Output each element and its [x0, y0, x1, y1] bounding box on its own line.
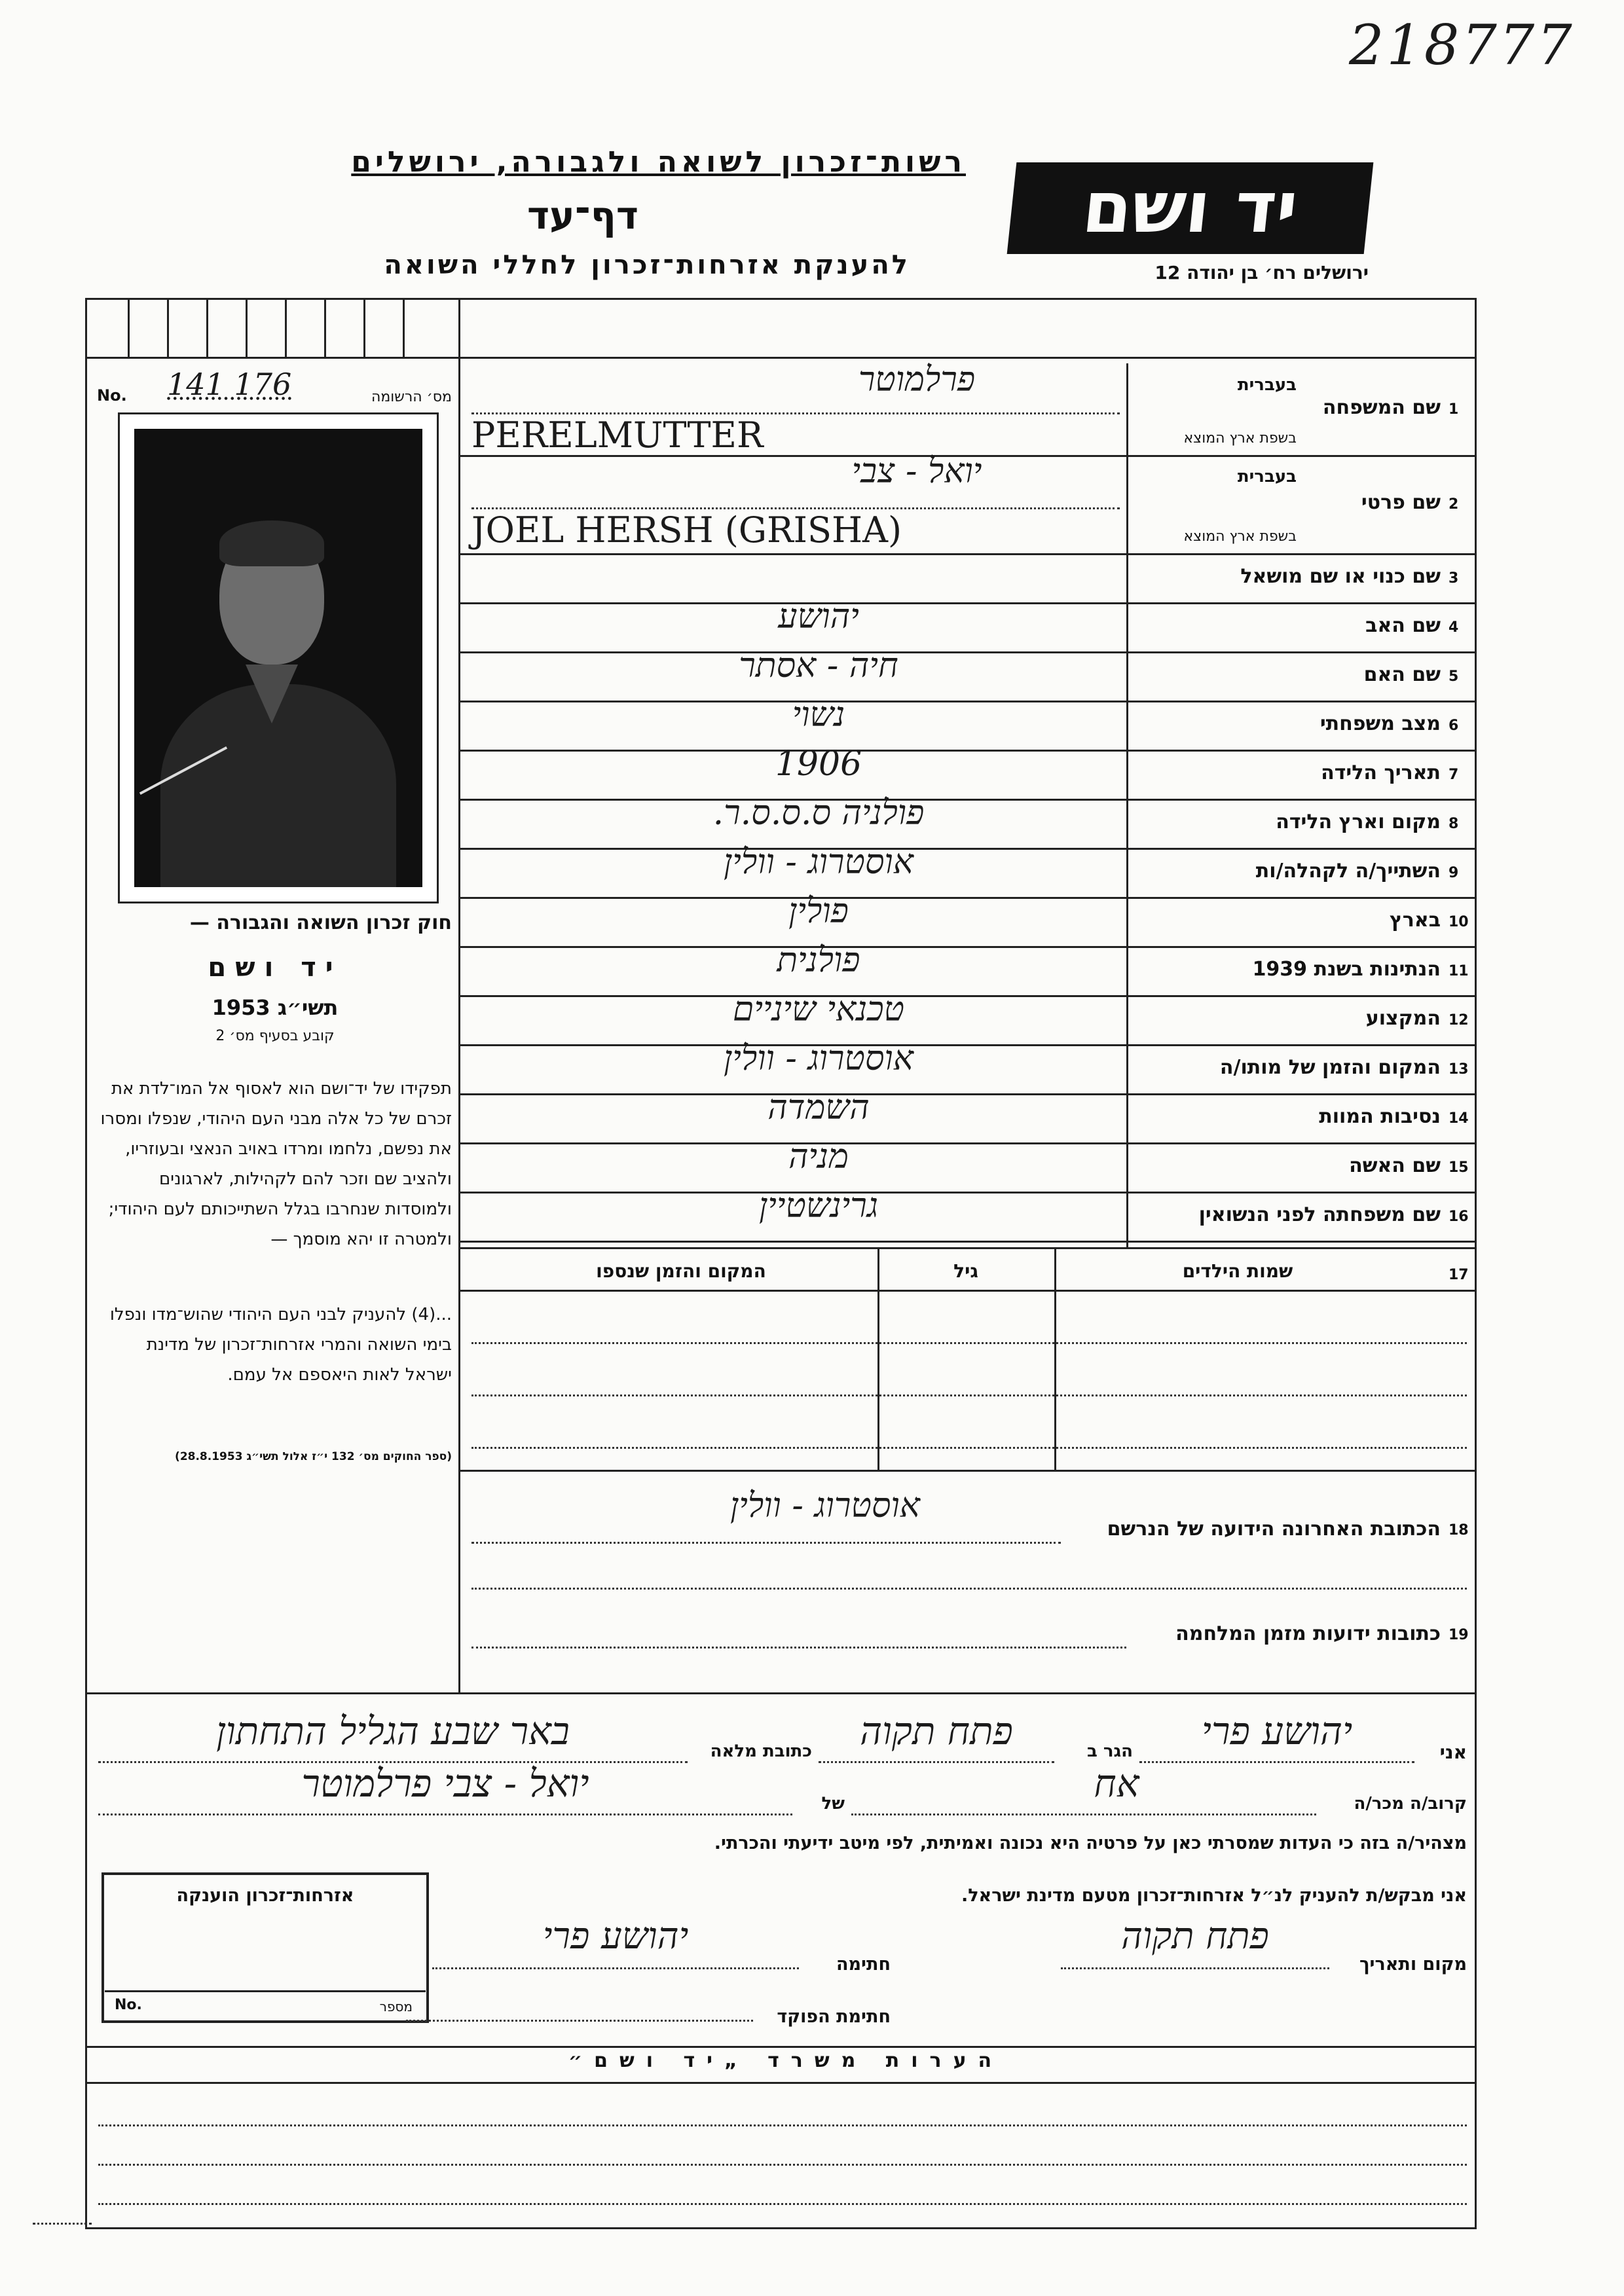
law-citation: (ספר החוקים מס׳ 132 י״ז אלול תשי״ג 28.8.1953) — [175, 1450, 452, 1463]
field-5-value: חיה - אסתר — [739, 646, 898, 685]
declaration-text: מצהיר/ה בזה כי העדות שמסרתי כאן על פרטיה היא נכונה ואמיתית, לפי מיטב ידיעתי והכרתי. — [714, 1833, 1467, 1853]
field-4-label: שם האב — [1365, 613, 1441, 637]
field-13-number: 13 — [1449, 1061, 1469, 1078]
declarant-name: יהושע פרי — [1201, 1709, 1353, 1753]
declarant-address: באר שבע הגליל התחתון — [216, 1709, 570, 1753]
field-1-value-latin: PERELMUTTER — [471, 414, 764, 456]
field-11-number: 11 — [1449, 962, 1469, 979]
field-row-separator — [458, 1241, 1477, 1243]
field-1-sub-origin: בשפת ארץ המוצא — [1183, 430, 1297, 446]
field-12-value: טכנאי שיניים — [732, 990, 905, 1029]
field-5-number: 5 — [1449, 668, 1459, 685]
law-section: קובע בסעיף מס׳ 2 — [215, 1028, 335, 1044]
law-name: יד ושם — [208, 953, 342, 983]
field-19-label: כתובות ידועות מזמן המלחמה — [1175, 1622, 1441, 1645]
place-date-value: פתח תקוה — [1121, 1915, 1269, 1958]
field-14-value: השמדה — [767, 1088, 870, 1127]
declarant-city: פתח תקוה — [860, 1709, 1013, 1753]
field-3-label: שם כנוי או שם מושאל — [1240, 564, 1441, 588]
granted-box-title: אזרחות־זכרון הוענקה — [176, 1886, 354, 1906]
field-10-label: בארץ — [1389, 908, 1441, 932]
field-11-value: פולנית — [777, 941, 860, 980]
field-15-number: 15 — [1449, 1159, 1469, 1176]
field-15-label: שם האשה — [1349, 1154, 1441, 1177]
request-text: אני מבקש/ת להעניק לנ״ל אזרחות־זכרון מטעם מדינת ישראל. — [961, 1886, 1467, 1906]
field-13-label: המקום והזמן של מותו/ה — [1219, 1055, 1441, 1079]
field-8-label: מקום וארץ הלידה — [1276, 810, 1441, 833]
field-8-number: 8 — [1449, 815, 1459, 832]
field-14-label: נסיבות המוות — [1319, 1104, 1441, 1128]
signature-label: חתימה — [836, 1954, 891, 1975]
yad-vashem-address: ירושלים רח׳ בן יהודה 12 — [1154, 262, 1369, 283]
field-16-label: שם משפחתה לפני הנשואין — [1198, 1203, 1441, 1226]
field-9-label: השתייך/ה לקהלה/ות — [1255, 859, 1441, 883]
field-10-number: 10 — [1449, 913, 1469, 930]
field-1-value-hebrew: פרלמוטר — [858, 360, 976, 399]
field-14-number: 14 — [1449, 1110, 1469, 1127]
official-signature-label: חתימת הפוקד — [777, 2007, 891, 2027]
field-4-value: יהושע — [778, 597, 859, 636]
place-date-label: מקום ותאריך — [1359, 1954, 1467, 1975]
declarant-of-label: של — [821, 1794, 845, 1813]
field-2-value-latin: JOEL HERSH (GRISHA) — [471, 509, 902, 551]
field-6-label: מצב משפחתי — [1320, 712, 1441, 735]
photo-reg-label: מס׳ הרשומה — [371, 389, 452, 405]
logo-text: יד ושם — [1079, 167, 1302, 249]
field-12-label: המקצוע — [1365, 1006, 1441, 1030]
field-12-number: 12 — [1449, 1011, 1469, 1029]
children-col-age: גיל — [953, 1260, 978, 1282]
form-purpose: להענקת אזרחות־זכרון לחללי השואה — [384, 250, 910, 280]
field-2-label: שם פרטי — [1361, 491, 1441, 514]
field-18-value: אוסטרוג - וולין — [730, 1486, 920, 1525]
field-2-value-hebrew: יואל - צבי — [851, 452, 982, 491]
field-18-label: הכתובת האחרונה הידועה של הנרשם — [1107, 1518, 1441, 1540]
authority-title: רשות־זכרון לשואה ולגבורה, ירושלים — [351, 145, 966, 179]
signature-value: יהושע פרי — [542, 1915, 689, 1958]
declarant-relative-label: קרוב/ה מכר/ה — [1354, 1794, 1467, 1813]
field-6-number: 6 — [1449, 717, 1459, 734]
field-18-number: 18 — [1449, 1522, 1469, 1539]
field-2-sub-hebrew: בעברית — [1237, 467, 1297, 486]
field-2-sub-origin: בשפת ארץ המוצא — [1183, 528, 1297, 545]
portrait-body — [160, 684, 396, 887]
declarant-of-name: יואל - צבי פרלמוטר — [301, 1761, 589, 1806]
form-title: דף־עד — [526, 193, 639, 238]
office-notes-title: הערות משרד „יד ושם״ — [568, 2049, 1004, 2072]
field-9-number: 9 — [1449, 864, 1459, 881]
field-7-number: 7 — [1449, 766, 1459, 783]
victim-photo — [118, 412, 439, 903]
field-7-value: 1906 — [775, 744, 862, 784]
field-16-value: גרינשטיין — [759, 1186, 878, 1226]
field-3-number: 3 — [1449, 570, 1459, 587]
yad-vashem-logo — [1007, 162, 1374, 254]
field-row-separator — [458, 553, 1477, 555]
field-7-label: תאריך הלידה — [1321, 761, 1441, 784]
law-paragraph-2: ...(4) להעניק לבני העם היהודי שהוש־מדו ונפלו בימי השואה והמרי אזרחות־זכרון של מדינת ישראל לאות היאספם אל עמם. — [109, 1305, 452, 1385]
field-10-value: פולין — [788, 892, 849, 931]
children-col-names: שמות הילדים — [1182, 1260, 1293, 1282]
declarant-ani: אני — [1439, 1741, 1467, 1763]
field-15-value: מניה — [788, 1137, 849, 1176]
law-heading: חוק זכרון השואה והגבורה — — [189, 911, 452, 934]
field-11-label: הנתינות בשנת 1939 — [1252, 957, 1441, 981]
field-2-number: 2 — [1449, 496, 1459, 513]
declarant-resides-label: הגר ב — [1086, 1741, 1133, 1761]
portrait-hair — [219, 520, 324, 566]
field-6-value: נשוי — [792, 695, 845, 735]
field-19-number: 19 — [1449, 1627, 1469, 1643]
field-8-value: פולניה ס.ס.ס.ר. — [712, 793, 925, 833]
archive-number: 218777 — [1349, 13, 1575, 77]
field-1-number: 1 — [1449, 401, 1459, 418]
field-13-value: אוסטרוג - וולין — [724, 1039, 913, 1078]
field-1-label: שם המשפחה — [1322, 396, 1441, 419]
field-17-number: 17 — [1449, 1267, 1469, 1283]
granted-box-no-label: No. — [115, 1997, 142, 2013]
declarant-address-label: כתובת מלאה — [710, 1741, 812, 1761]
law-paragraph-1: תפקידו של יד־ושם הוא לאסוף אל המו־לדת את זכרם של כל אלה מבני העם היהודי, שנפלו ומסרו את נפשם, נלחמו ומרדו באויב הנאצי ובעוזריו, ולהציב שם וזכר להם לקהילות, לארגונים ולמוסדות שנחרבו בגלל השתייכותם לעם היהודי; ולמטרה זו יהא מוסמך — — [100, 1079, 452, 1249]
declarant-relation: אח — [1094, 1761, 1139, 1806]
law-year: תשי״ג 1953 — [212, 995, 339, 1020]
field-1-sub-hebrew: בעברית — [1237, 375, 1297, 395]
field-4-number: 4 — [1449, 619, 1459, 636]
field-16-number: 16 — [1449, 1208, 1469, 1225]
granted-box-number-label: מספר — [379, 1999, 413, 2014]
field-9-value: אוסטרוג - וולין — [724, 843, 913, 882]
field-5-label: שם האם — [1363, 663, 1441, 686]
photo-no-label: No. — [97, 386, 127, 405]
photo-reg-number: 141 176 — [167, 367, 292, 402]
children-col-place-time: המקום והזמן שנספו — [596, 1260, 766, 1282]
